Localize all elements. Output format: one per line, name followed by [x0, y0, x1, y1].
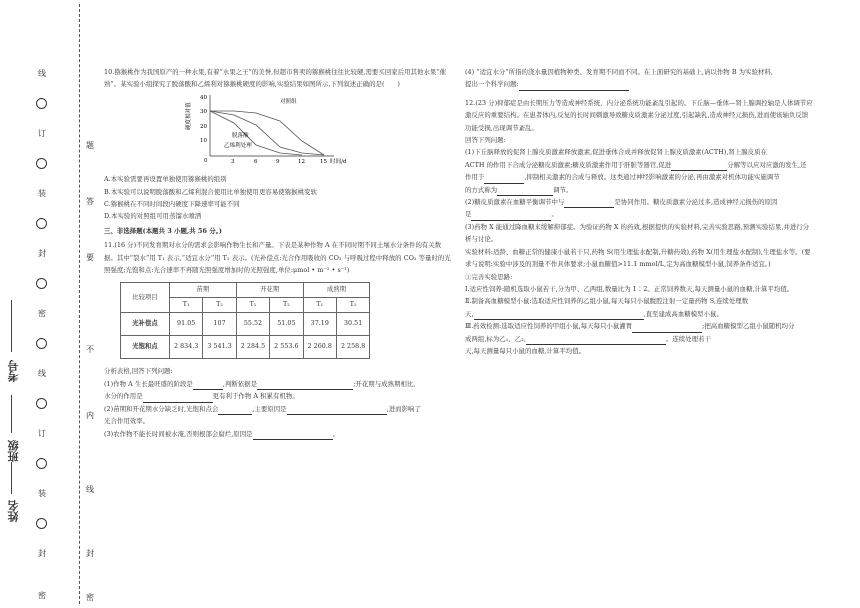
- q11-part2: [104, 403, 452, 415]
- subheader: T₂: [203, 298, 236, 313]
- text: 天,: [465, 309, 474, 318]
- table-cell: 91.05: [170, 313, 203, 336]
- text: 调节。: [553, 185, 573, 194]
- answer-blank[interactable]: [471, 212, 551, 221]
- subheader: T₁: [236, 298, 269, 313]
- ytick: 20: [200, 123, 208, 130]
- table-rowhead: 比较项目: [121, 283, 170, 313]
- table-cell: 2 284.5: [236, 336, 269, 359]
- text: 水分的作用是: [104, 392, 143, 401]
- seal-dashed-line: [79, 4, 80, 604]
- inner-seal-char: 密: [86, 593, 94, 602]
- step-2-cont: [465, 308, 813, 320]
- answer-blank[interactable]: [671, 162, 727, 171]
- ytick: 30: [200, 108, 208, 115]
- inner-seal-char: 题: [86, 141, 94, 150]
- seal-char: 订: [38, 429, 46, 438]
- table-cell: 2 260.8: [303, 336, 336, 359]
- exam-number-label: 考号: [7, 360, 20, 382]
- option-c[interactable]: C.猕猴桃在不同时间段内硬度下降速率可能不同: [104, 200, 240, 209]
- name-label: 姓名: [7, 500, 20, 522]
- text: 。连续处理若干: [665, 334, 712, 343]
- graph-xlabel: 时间/d: [330, 158, 347, 165]
- stage-header: 苗期: [170, 283, 237, 298]
- hardness-graph: [184, 93, 452, 169]
- stage-header: 开花期: [236, 283, 303, 298]
- text: (2)糖皮质激素在血糖平衡调节中与: [465, 198, 565, 207]
- seal-char: 封: [38, 549, 46, 558]
- xtick: 3: [231, 158, 235, 165]
- seal-circle: [36, 278, 47, 289]
- hardness-graph-svg: [184, 93, 384, 165]
- name-line[interactable]: [11, 462, 12, 494]
- option-b[interactable]: B.本实验可以说明脱落酸和乙烯利混合使用比单独使用更容易使猕猴桃变软: [104, 187, 317, 196]
- inner-seal-char: 不: [86, 345, 94, 354]
- text: 的方式称为: [465, 185, 498, 194]
- answer-blank[interactable]: [257, 381, 353, 390]
- ytick: 10: [200, 137, 208, 144]
- xtick: 6: [254, 158, 258, 165]
- q12-part1-cont: [465, 159, 813, 171]
- seal-circle: [36, 398, 47, 409]
- step-3-cont: [465, 333, 813, 345]
- subheader: T₂: [270, 298, 303, 313]
- subheader: T₁: [170, 298, 203, 313]
- text: 是协同作用。糖皮质激素分泌过多,造成神经元损伤的原因: [614, 198, 778, 207]
- q12-part2: [465, 196, 813, 208]
- answer-blank[interactable]: [519, 82, 629, 91]
- inner-seal-char: 内: [86, 411, 94, 420]
- text: 更有利于作物 A 积累有机物。: [212, 392, 299, 401]
- table-cell: 2 834.3: [170, 336, 203, 359]
- answer-blank[interactable]: [218, 406, 252, 415]
- q12-part1-cont: [465, 184, 813, 196]
- seal-char: 装: [38, 489, 46, 498]
- seal-char: 密: [38, 591, 46, 600]
- seal-char: 密: [38, 309, 46, 318]
- seal-circle: [36, 338, 47, 349]
- class-label: 班级: [7, 440, 20, 462]
- text: ACTH 的作用下合成分泌糖皮质激素;糖皮质激素作用于肝脏等器官,促进: [465, 160, 672, 169]
- q12-part1-cont: [465, 171, 813, 183]
- seal-char: 封: [38, 249, 46, 258]
- table-cell: 30.51: [336, 313, 369, 336]
- step-3-cont: 天,每天测量每只小鼠的血糖,计算平均值。: [465, 346, 586, 355]
- seal-circle: [36, 518, 47, 529]
- text: (1)作物 A 生长最旺盛的阶段是: [104, 379, 193, 388]
- text: 成两组,标为乙₁、乙₂,: [465, 334, 526, 343]
- answer-blank[interactable]: [193, 381, 223, 390]
- seal-circle: [36, 158, 47, 169]
- q11-part2-cont: 光合作用效率。: [104, 417, 150, 426]
- text: ,主要原因是: [252, 404, 287, 413]
- text: (3)农作物不能长时间被水淹,否则根部会腐烂,原因是: [104, 429, 253, 438]
- table-cell: 55.52: [236, 313, 269, 336]
- step-1: Ⅰ.适应性饲养:随机选取小鼠若干,分为甲、乙两组,数量比为 1∶2。正常饲养数天,每天测量小鼠的血糖,计算平均值。: [465, 284, 794, 293]
- q12-stem: 12.(23 分)抑郁症是由长期压力等造成神经系统、内分泌系统功能紊乱引起的。下丘脑—垂体—肾上腺调控轴是人体调节应激反应的重要结构。在患者体内,反复的长时间刺激导致糖皮质激素分泌过度,引起缺乳,造成神经元损伤,进而使该轴负反馈功能受损,出现调节紊乱。: [465, 98, 813, 132]
- table-cell: 107: [203, 313, 236, 336]
- table-cell: 3 541.3: [203, 336, 236, 359]
- experiment-materials: 实验材料:适龄、血糖正常的健康小鼠若干只,药物 S(用生理盐水配制,升糖药效),药物 X(用生理盐水配制),生理盐水等。(要求与说明:实验中涉及的剂量不作具体要求;小鼠血糖值>11.1 mmol/L,定为高血糖模型小鼠,饲养条件适宜。): [465, 247, 811, 269]
- seal-char: 线: [38, 369, 46, 378]
- answer-blank[interactable]: [632, 324, 702, 333]
- step-2: Ⅱ.制备高血糖模型小鼠:选取适应性饲养的乙组小鼠,每天每只小鼠腹腔注射一定量药物 S,连续处理数: [465, 297, 749, 306]
- row-label: 光饱和点: [121, 336, 170, 359]
- exam-number-line[interactable]: [11, 300, 12, 352]
- text: (2)苗期和开花期水分缺乏时,光饱和点会: [104, 404, 219, 413]
- text: Ⅲ.药效检测:选取适应性饲养的甲组小鼠,每天每只小鼠灌胃: [465, 322, 633, 331]
- text: 作用于: [465, 173, 485, 182]
- answer-prompt: 回答下列问题:: [465, 136, 506, 145]
- inner-seal-char: 线: [86, 485, 94, 494]
- text: 分解等以应对应激的发生,还: [727, 160, 807, 169]
- class-line[interactable]: [11, 395, 12, 433]
- right-column: [465, 66, 813, 357]
- q12-part3: (3)药物 X 能通过降血糖来缓解抑郁症。为验证药物 X 的药效,根据提供的实验材料,完善实验思路,预测实验结果,并进行分析与讨论。: [465, 222, 810, 244]
- answer-blank[interactable]: [143, 394, 213, 403]
- text: ;把高血糖模型乙组小鼠随机均分: [702, 322, 795, 331]
- subheader: T₁: [303, 298, 336, 313]
- table-row: [121, 336, 370, 359]
- answer-blank[interactable]: [564, 199, 614, 208]
- text: 是: [465, 210, 472, 219]
- q11-part4: (4) “适宜水分”所指的浇水量因植物种类、发育期不同而不同。在上面研究的基础上,请以作物 B 为实验材料,: [465, 68, 773, 76]
- series-label: 脱落酸: [232, 132, 249, 139]
- text: ,直至建成高血糖模型小鼠。: [643, 309, 723, 318]
- series-label: 对照组: [280, 98, 297, 105]
- text: ;开花期与成熟期相比,: [353, 379, 416, 388]
- seal-char: 订: [38, 129, 46, 138]
- left-column: [104, 66, 452, 440]
- seal-circle: [36, 98, 47, 109]
- graph-ylabel: 硬度相对值: [186, 102, 192, 130]
- table-row: [121, 313, 370, 336]
- q12-part1: (1)下丘脑释放的促肾上腺皮质激素释放激素,促进垂体合成并释放促肾上腺皮质激素(ACTH),肾上腺皮质在: [465, 148, 768, 157]
- inner-seal-char: 答: [86, 197, 94, 206]
- table-cell: 51.05: [270, 313, 303, 336]
- answer-blank[interactable]: [497, 187, 553, 196]
- text: ,进而影响了: [386, 404, 421, 413]
- binding-margin: [0, 0, 94, 608]
- q11-table: [120, 282, 370, 359]
- seal-circle: [36, 458, 47, 469]
- option-a[interactable]: A.本实验需要再设置单独使用猕猴桃的组别: [104, 175, 227, 184]
- answer-blank[interactable]: [253, 431, 333, 440]
- xtick: 15: [320, 158, 328, 165]
- ytick: 0: [204, 157, 208, 164]
- xtick: 12: [298, 158, 306, 165]
- section-3-heading: 三、非选择题(本题共 3 小题,共 56 分。): [104, 226, 222, 235]
- step-3: [465, 320, 813, 332]
- answer-blank[interactable]: [526, 336, 666, 345]
- seal-char: 装: [38, 189, 46, 198]
- q12-part2-cont: [465, 208, 813, 220]
- text: 提出一个科学问题:: [465, 80, 519, 89]
- table-cell: 2 553.6: [270, 336, 303, 359]
- step-intro: ①完善实验思路:: [465, 272, 513, 281]
- inner-seal-char: 要: [86, 253, 94, 262]
- answer-blank[interactable]: [484, 175, 524, 184]
- ytick: 40: [200, 94, 208, 101]
- seal-circle: [36, 218, 47, 229]
- row-label: 光补偿点: [121, 313, 170, 336]
- seal-char: 线: [38, 69, 46, 78]
- answer-blank[interactable]: [287, 406, 387, 415]
- text: ,抑制相关激素的合成与释放。这类通过神经影响激素的分泌,再由激素对机体功能实施调节: [524, 173, 780, 182]
- q11-part4-cont: [465, 78, 813, 90]
- series-label: 乙烯利处理: [224, 142, 252, 149]
- table-cell: 2 258.8: [336, 336, 369, 359]
- xtick: 9: [276, 158, 280, 165]
- q11-part3: [104, 428, 452, 440]
- q11-part1: [104, 378, 452, 390]
- q11-stem: 11.(16 分)不同发育期对水分的需求会影响作物生长和产量。下表是某种作物 A 在不同时期不同土壤水分条件的有关数据。其中“裂水”用 T₁ 表示,“适宜水分”用 T₂ 表示。(光补偿点:光合作用吸收的 CO₂ 与呼吸过程中释放的 CO₂ 等量时的光照强度;光饱和点:光合速率不再随光照强度增加时的光照强度,单位:μmol • m⁻² • s⁻¹): [104, 241, 451, 275]
- stage-header: 成熟期: [303, 283, 370, 298]
- text: 。: [332, 429, 340, 438]
- q11-part1-cont: [104, 390, 452, 402]
- subheader: T₂: [336, 298, 369, 313]
- table-cell: 37.19: [303, 313, 336, 336]
- option-d[interactable]: D.本实验的对照组可用蒸馏水喷洒: [104, 212, 202, 221]
- text: ,判断依据是: [222, 379, 258, 388]
- q10-stem: 10.猕猴桃作为我国原产的一种水果,有着“水果之王”的美誉,但超市售卖的猕猴桃往往比较硬,需要买回家后用其他水果“催熟”。某实验小组探究了脱落酸和乙烯利对猕猴桃硬度的影响,实验结果如图所示,下列叙述正确的是( ): [104, 68, 447, 89]
- analysis-prompt: 分析表格,回答下列问题:: [104, 367, 173, 376]
- answer-blank[interactable]: [474, 311, 644, 320]
- text: 。: [551, 210, 558, 219]
- inner-seal-char: 封: [86, 549, 94, 558]
